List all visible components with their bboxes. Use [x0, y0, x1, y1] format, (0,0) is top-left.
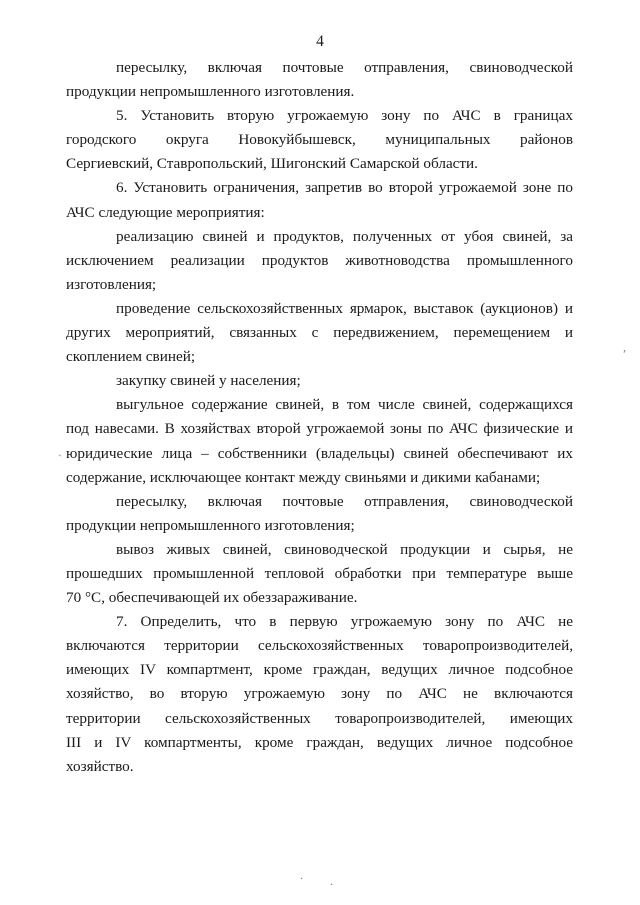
text-line: АЧС следующие мероприятия:: [66, 203, 265, 221]
paragraph-item-6-f: [66, 538, 573, 610]
text-line: выгульное содержание свиней, в том числе свиней, содержащихся: [116, 396, 573, 414]
text-line: 7. Определить, что в первую угрожаемую зону по АЧС не: [116, 613, 573, 631]
paragraph-item-7: [66, 610, 573, 779]
scan-speck: .: [330, 874, 333, 888]
text-line: скоплением свиней;: [66, 348, 196, 366]
text-line: под навесами. В хозяйствах второй угрожаемой зоны по АЧС физические и: [66, 420, 573, 438]
text-line: городского округа Новокуйбышевск, муниципальных районов: [66, 131, 573, 149]
text-line: продукции непромышленного изготовления.: [66, 83, 355, 101]
paragraph-cont-shipping: [66, 56, 573, 104]
document-body: [66, 56, 573, 779]
text-line: юридические лица – собственники (владельцы) свиней обеспечивают их: [66, 444, 573, 462]
text-line: изготовления;: [66, 275, 157, 293]
text-line: прошедших промышленной тепловой обработки при температуре выше: [66, 564, 573, 582]
text-line: 5. Установить вторую угрожаемую зону по АЧС в границах: [116, 107, 573, 125]
paragraph-item-6-d: [66, 393, 573, 489]
text-line: проведение сельскохозяйственных ярмарок, выставок (аукционов) и: [116, 299, 573, 317]
text-line: 70 °С, обеспечивающей их обеззараживание.: [66, 589, 358, 607]
scan-speck: .: [300, 868, 303, 882]
paragraph-item-5: [66, 104, 573, 176]
text-line: других мероприятий, связанных с передвижением, перемещением и: [66, 324, 573, 342]
text-line: хозяйство.: [66, 757, 134, 775]
text-line: реализацию свиней и продуктов, полученных от убоя свиней, за: [116, 227, 573, 245]
text-line: закупку свиней у населения;: [116, 372, 301, 390]
text-line: исключением реализации продуктов животноводства промышленного: [66, 251, 573, 269]
text-line: содержание, исключающее контакт между свиньями и дикими кабанами;: [66, 468, 541, 486]
text-line: III и IV компартменты, кроме граждан, ведущих личное подсобное: [66, 733, 573, 751]
scan-speck: `: [58, 452, 62, 466]
paragraph-item-6-a: [66, 225, 573, 297]
page-number: 4: [316, 33, 324, 50]
scan-speck: ,: [623, 340, 626, 354]
paragraph-item-6-c: [66, 369, 573, 393]
text-line: территории сельскохозяйственных товаропроизводителей, имеющих: [66, 709, 573, 727]
text-line: вывоз живых свиней, свиноводческой продукции и сырья, не: [116, 540, 573, 558]
text-line: Сергиевский, Ставропольский, Шигонский Самарской области.: [66, 155, 478, 173]
paragraph-item-6: [66, 176, 573, 224]
paragraph-item-6-b: [66, 297, 573, 369]
text-line: имеющих IV компартмент, кроме граждан, ведущих личное подсобное: [66, 661, 573, 679]
text-line: включаются территории сельскохозяйственных товаропроизводителей,: [66, 637, 573, 655]
text-line: 6. Установить ограничения, запретив во второй угрожаемой зоне по: [116, 179, 573, 197]
text-line: хозяйство, во вторую угрожаемую зону по АЧС не включаются: [66, 685, 573, 703]
text-line: пересылку, включая почтовые отправления, свиноводческой: [116, 492, 573, 510]
text-line: пересылку, включая почтовые отправления, свиноводческой: [116, 59, 573, 76]
paragraph-item-6-e: [66, 490, 573, 538]
text-line: продукции непромышленного изготовления;: [66, 516, 355, 534]
